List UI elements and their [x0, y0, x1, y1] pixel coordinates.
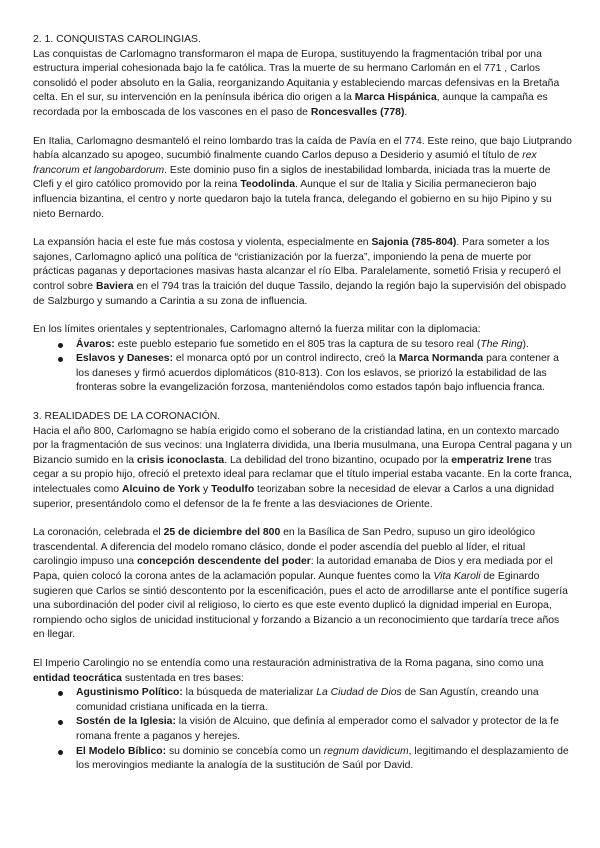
section-heading: 3. REALIDADES DE LA CORONACIÓN. [33, 411, 221, 423]
bullet-list-pueblos [33, 338, 572, 396]
bullet-list-bases [33, 686, 572, 774]
list-item: Sostén de la Iglesia: la visión de Alcuino, que definía al emperador como el salvador y protector de la fe romana frente a paganos y herejes. [33, 715, 572, 744]
paragraph-italia: En Italia, Carlomagno desmanteló el reino lombardo tras la caída de Pavía en el 774. Este reino, que bajo Liutprando había alcanzado su apogeo, sucumbió finalmente cuando Carlos depuso a Desiderio y asumió el título de rex francorum et langobardorum. Este dominio puso fin a siglos de inestabilidad lombarda, iniciada tras la muerte de Clefi y el giro católico promovido por la reina Teodolinda. Aunque el sur de Italia y Sicilia permanecieron bajo influencia bizantina, el centro y norte quedaron bajo la tutela franca, delegando el gobierno en su hijo Pipino y su nieto Bernardo. [33, 135, 572, 220]
paragraph-diplomacia: En los límites orientales y septentrionales, Carlomagno alternó la fuerza militar con la diplomacia: [33, 324, 481, 336]
section-heading: 2. 1. CONQUISTAS CAROLINGIAS. [33, 34, 201, 45]
section-coronacion [33, 410, 572, 774]
paragraph-sajonia: La expansión hacia el este fue más costosa y violenta, especialmente en Sajonia (785-804). Para someter a los sajones, Carlomagno aplicó una política de “cristianización por la fuerza”, imponiendo la pena de muerte por prácticas paganas y deportaciones masivas hasta alcanzar el río Elba. Paralelamente, sometió Frisia y recuperó el control sobre Baviera en el 794 tras la traición del duque Tassilo, dejando la región bajo la supervisión del obispado de Salzburgo y sumando a Carintia a su zona de influencia. [33, 237, 566, 307]
paragraph-imperio: El Imperio Carolingio no se entendía como una restauración administrativa de la Roma pagana, sino como una entidad teocrática sustentada en tres bases: [33, 657, 544, 684]
paragraph-contexto: Hacia el año 800, Carlomagno se había erigido como el soberano de la cristiandad latina, en un contexto marcado por la fragmentación de sus vecinos: una Inglaterra dividida, una Iberia musulmana, una Europa Central pagana y un Bizancio sumido en la crisis iconoclasta. La debilidad del trono bizantino, ocupado por la emperatriz Irene tras cegar a su propio hijo, ofreció el pretexto ideal para reclamar que el título imperial estaba vacante. En la corte franca, intelectuales como Alcuino de York y Teodulfo teorizaban sobre la necesidad de elevar a Carlos a una dignidad superior, presentándolo como el defensor de la fe frente a las desviaciones de Oriente. [33, 425, 572, 510]
list-item: Ávaros: este pueblo estepario fue sometido en el 805 tras la captura de su tesoro real (The Ring). [33, 338, 572, 353]
list-item: Agustinismo Político: la búsqueda de materializar La Ciudad de Dios de San Agustín, creando una comunidad cristiana unificada en la tierra. [33, 686, 572, 715]
list-item: Eslavos y Daneses: el monarca optó por un control indirecto, creó la Marca Normanda para contener a los daneses y firmó acuerdos diplomáticos (810-813). Con los eslavos, se priorizó la estabilidad de las fronteras sobre la evangelización forzosa, manteniéndolos como estados tapón bajo influencia franca. [33, 352, 572, 396]
section-conquistas [33, 33, 572, 410]
paragraph-galia: Las conquistas de Carlomagno transformaron el mapa de Europa, sustituyendo la fragmentación tribal por una estructura imperial cohesionada bajo la fe católica. Tras la muerte de su hermano Carlomán en el 771 , Carlos consolidó el poder absoluto en la Galia, reorganizando Aquitania y estableciendo marcas defensivas en la Bretaña celta. En el sur, su intervención en la península ibérica dio origen a la Marca Hispánica, aunque la campaña es recordada por la emboscada de los vascones en el paso de Roncesvalles (778). [33, 48, 560, 118]
paragraph-coronacion: La coronación, celebrada el 25 de diciembre del 800 en la Basílica de San Pedro, supuso un giro ideológico trascendental. A diferencia del modelo romano clásico, donde el poder ascendía del pueblo al líder, el ritual carolingio impuso una concepción descendente del poder: la autoridad emanaba de Dios y era mediada por el Papa, quien colocó la corona antes de la aclamación popular. Aunque fuentes como la Vita Karoli de Eginardo sugieren que Carlos se sintió descontento por la escenificación, pues el acto de arrodillarse ante el pontífice sugería una subordinación del poder civil al religioso, lo cierto es que este evento duplicó la dignidad imperial en Europa, rompiendo ocho siglos de unicidad institucional y forzando a Bizancio a un reconocimiento que tardaría trece años en llegar. [33, 527, 568, 641]
list-item: El Modelo Bíblico: su dominio se concebía como un regnum davidicum, legitimando el desplazamiento de los merovingios mediante la analogía de la sustitución de Saúl por David. [33, 745, 572, 774]
